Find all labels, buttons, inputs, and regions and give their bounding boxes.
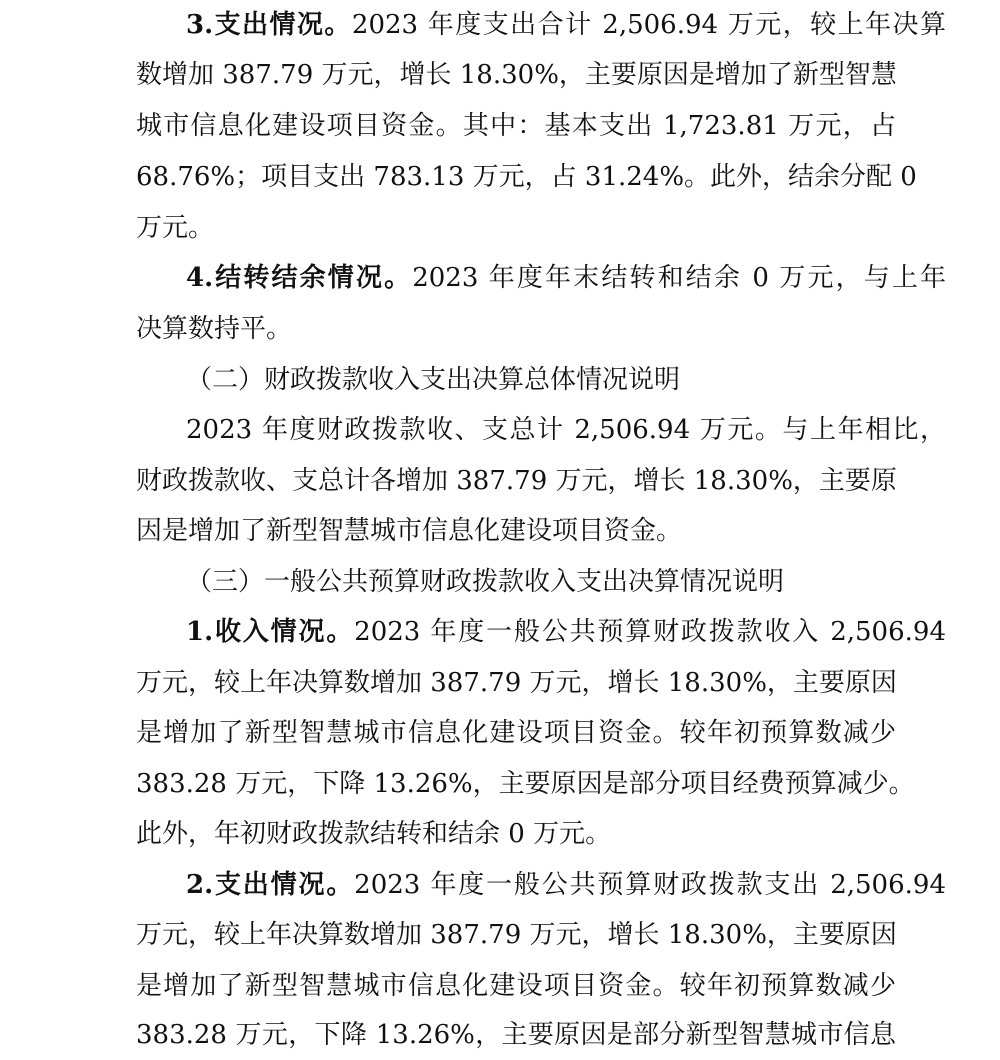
paragraph-line: 万元，较上年决算数增加 387.79 万元，增长 18.30%，主要原因 xyxy=(136,668,897,698)
paragraph-line: 此外，年初财政拨款结转和结余 0 万元。 xyxy=(136,819,612,849)
paragraph-line xyxy=(186,0,946,50)
paragraph-line: 万元，较上年决算数增加 387.79 万元，增长 18.30%，主要原因 xyxy=(136,920,897,950)
paragraph-text: 2023 年度年末结转和结余 0 万元，与上年 xyxy=(412,263,946,293)
subsection-title: （三）一般公共预算财政拨款收入支出决算情况说明 xyxy=(186,567,785,597)
paragraph-line: 数增加 387.79 万元，增长 18.30%，主要原因是增加了新型智慧 xyxy=(136,60,897,90)
paragraph-line: 城市信息化建设项目资金。其中：基本支出 1,723.81 万元，占 xyxy=(136,111,896,141)
section-heading: 4.结转结余情况。 xyxy=(186,263,413,293)
paragraph-line xyxy=(186,253,946,303)
paragraph-line: 是增加了新型智慧城市信息化建设项目资金。较年初预算数减少 xyxy=(136,971,896,1001)
paragraph-line: 财政拨款收、支总计各增加 387.79 万元，增长 18.30%，主要原 xyxy=(136,466,897,496)
paragraph-text: 2023 年度支出合计 2,506.94 万元，较上年决算 xyxy=(351,10,946,40)
section-heading: 2.支出情况。 xyxy=(186,870,355,900)
section-heading: 3.支出情况。 xyxy=(186,10,352,40)
paragraph-line: 决算数持平。 xyxy=(136,314,293,344)
paragraph-line: 2023 年度财政拨款收、支总计 2,506.94 万元。与上年相比， xyxy=(186,415,946,445)
subsection-title: （二）财政拨款收入支出决算总体情况说明 xyxy=(186,365,681,395)
paragraph-text: 2023 年度一般公共预算财政拨款收入 2,506.94 xyxy=(354,617,946,647)
paragraph-line: 万元。 xyxy=(136,213,215,243)
paragraph-line: 383.28 万元，下降 13.26%，主要原因是部分新型智慧城市信息 xyxy=(136,1020,896,1050)
paragraph-line: 因是增加了新型智慧城市信息化建设项目资金。 xyxy=(136,516,683,546)
paragraph-line xyxy=(186,860,946,910)
section-heading: 1.收入情况。 xyxy=(186,617,355,647)
paragraph-line: 是增加了新型智慧城市信息化建设项目资金。较年初预算数减少 xyxy=(136,718,896,748)
paragraph-line: 383.28 万元，下降 13.26%，主要原因是部分项目经费预算减少。 xyxy=(136,769,915,799)
paragraph-line xyxy=(186,607,946,657)
paragraph-line: 68.76%；项目支出 783.13 万元，占 31.24%。此外，结余分配 0 xyxy=(136,162,917,192)
paragraph-text: 2023 年度一般公共预算财政拨款支出 2,506.94 xyxy=(354,870,946,900)
